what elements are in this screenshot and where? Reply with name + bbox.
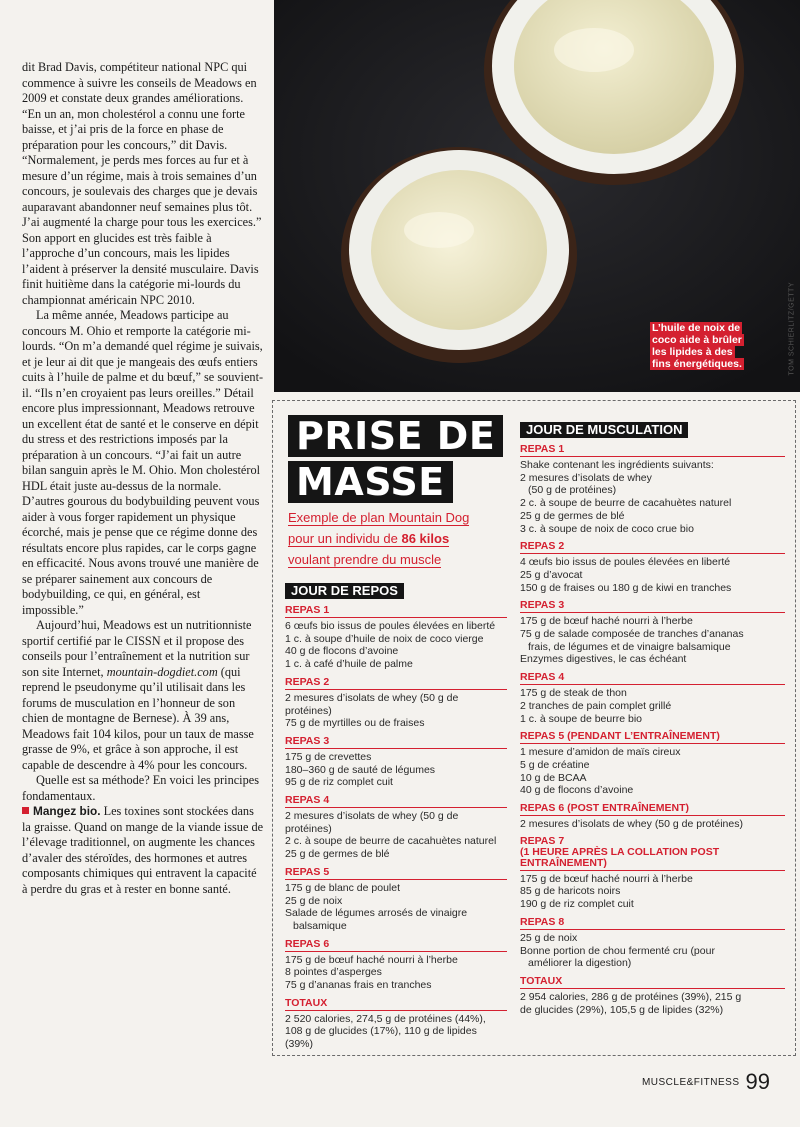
meal-title: TOTAUX <box>520 975 785 989</box>
principle-text: Les toxines sont stockées dans la graisse. Quand on mange de la viande issue de l’élevage traditionnel, on augmente les chances d’avaler des stéroïdes, des hormones et autres composants chimiques qui entravent la capacité à perdre du gras et à rester en bonne santé. <box>22 804 264 896</box>
plan-subtitle <box>288 507 488 570</box>
plan-title-line: MASSE <box>288 461 453 503</box>
meal-item: 25 g de germes de blé <box>520 509 625 522</box>
meal-item: 1 mesure d’amidon de maïs cireux <box>520 746 681 759</box>
article-text: (qui reprend le pseudonyme qu’il utilisait dans les forums de musculation en l’honneur de son chien de montagne de Bernese). À 39 ans, Meadows fait 104 kilos, pour un taux de masse grasse de 9%, et grâce à son approche, il est capable de descendre à 4% pour les concours. <box>22 664 254 772</box>
meal-item: 75 g de myrtilles ou de fraises <box>285 717 425 730</box>
meal-block <box>520 730 785 797</box>
meal-item: 8 pointes d’asperges <box>285 966 382 979</box>
meal-block <box>520 671 785 725</box>
meal-title: TOTAUX <box>285 997 507 1011</box>
meal-title-line: ENTRAÎNEMENT) <box>520 856 607 869</box>
meal-item: 25 g de noix <box>520 931 578 944</box>
magazine-name: MUSCLE&FITNESS <box>641 1077 740 1088</box>
meal-item: 2 954 calories, 286 g de protéines (39%), 215 g <box>520 990 742 1003</box>
meal-item: améliorer la digestion) <box>528 957 632 970</box>
meal-item: 2 tranches de pain complet grillé <box>520 699 672 712</box>
meal-item: 1 c. à soupe d’huile de noix de coco vierge <box>285 632 484 645</box>
photo-credit: TOM SCHIERLITZ/GETTY <box>788 282 795 376</box>
article-paragraph: dit Brad Davis, compétiteur national NPC qui commence à suivre les conseils de Meadows en 2009 et constate deux grandes améliorations. “En un an, mon cholestérol a connu une forte baisse, et j’ai pris de la force en phase de préparation pour les concours,” dit Davis. “Normalement, je perds mes forces au fur et à mesure d’un régime, mais à trois semaines d’un concours, je soulevais des charges que je devais auparavant abandonner neuf semaines plus tôt. J’ai augmenté la charge pour tous les exercices.” Son apport en glucides est très faible à l’approche d’un concours, mais les lipides l’aident à préserver la densité musculaire. Davis finit huitième dans la catégorie mi-lourds du championnat américain NPC 2010. <box>22 60 262 307</box>
subtitle-text: Exemple de plan Mountain Dog pour un individu de <box>288 510 470 546</box>
meal-item: 175 g de blanc de poulet <box>285 881 401 894</box>
meal-block <box>285 866 507 933</box>
meal-title: REPAS 3 <box>285 735 507 749</box>
page-footer <box>642 1069 770 1095</box>
meal-item: 4 œufs bio issus de poules élevées en liberté <box>520 556 731 569</box>
meal-item: Salade de légumes arrosés de vinaigre <box>285 907 468 920</box>
meal-item: 1 c. à soupe de beurre bio <box>520 712 643 725</box>
meal-item: Bonne portion de chou fermenté cru (pour <box>520 944 715 957</box>
article-text: Aujourd’hui, Meadows est un nutritionniste sportif certifié par le CISSN et il propose des conseils pour l’entraînement et la nutrition sur son site Internet, <box>22 618 252 679</box>
meal-item: balsamique <box>293 919 347 932</box>
meal-title: REPAS 4 <box>520 671 785 685</box>
meal-item: Shake contenant les ingrédients suivants: <box>520 459 714 471</box>
meal-item: 175 g de crevettes <box>285 750 372 763</box>
page-number: 99 <box>745 1069 770 1094</box>
meal-item: (39%) <box>285 1038 314 1051</box>
meal-item: 2 mesures d’isolats de whey (50 g de protéines) <box>520 818 743 831</box>
meal-item: 150 g de fraises ou 180 g de kiwi en tranches <box>520 581 732 594</box>
meal-title: REPAS 2 <box>520 540 785 554</box>
meal-title: REPAS 5 <box>285 866 507 880</box>
meal-item: 175 g de bœuf haché nourri à l’herbe <box>520 872 693 885</box>
subtitle-weight: 86 kilos <box>401 531 450 546</box>
meal-item: 40 g de flocons d’avoine <box>285 645 399 658</box>
meal-item: 2 c. à soupe de beurre de cacahuètes naturel <box>285 835 497 848</box>
article-column <box>22 60 264 897</box>
meal-block <box>520 540 785 594</box>
meal-item: 10 g de BCAA <box>520 771 587 784</box>
meal-block <box>520 599 785 666</box>
meal-item: 5 g de créatine <box>520 758 590 771</box>
meal-item: 25 g d’avocat <box>520 568 583 581</box>
meal-title: REPAS 3 <box>520 599 785 613</box>
meal-item: 75 g d’ananas frais en tranches <box>285 979 432 992</box>
red-square-bullet-icon <box>22 807 29 814</box>
meal-block <box>520 975 785 1016</box>
meal-title: REPAS 6 (POST ENTRAÎNEMENT) <box>520 802 785 816</box>
meal-item: 1 c. à café d’huile de palme <box>285 658 413 671</box>
subtitle-text: voulant prendre du muscle <box>288 552 442 567</box>
meal-item: 2 520 calories, 274,5 g de protéines (44%), <box>285 1012 486 1025</box>
meal-item: 175 g de bœuf haché nourri à l’herbe <box>520 615 693 628</box>
meal-item: 180–360 g de sauté de légumes <box>285 763 436 776</box>
meal-block <box>285 794 507 861</box>
website-reference: mountain-dogdiet.com <box>106 664 218 679</box>
meal-block <box>285 735 507 789</box>
photo-caption <box>650 322 750 370</box>
meal-item: 108 g de glucides (17%), 110 g de lipides <box>285 1025 477 1038</box>
principle-title: Mangez bio. <box>33 804 101 818</box>
meal-item: 75 g de salade composée de tranches d’ananas <box>520 628 744 641</box>
training-day-heading: JOUR DE MUSCULATION <box>520 422 688 438</box>
meal-title: REPAS 2 <box>285 676 507 690</box>
meal-title <box>520 836 785 871</box>
meal-item: frais, de légumes et de vinaigre balsamique <box>528 640 731 653</box>
meal-title: REPAS 1 <box>520 443 785 457</box>
photo-caption-text: L’huile de noix de coco aide à brûler les lipides à des fins énergétiques. <box>652 322 742 370</box>
meal-title-line: (1 HEURE APRÈS LA COLLATION POST <box>520 845 720 858</box>
meal-item: (50 g de protéines) <box>528 484 617 497</box>
meal-item: 2 mesures d’isolats de whey (50 g de protéines) <box>285 810 459 835</box>
meal-block <box>520 802 785 831</box>
meal-item: 2 mesures d’isolats de whey (50 g de protéines) <box>285 691 459 717</box>
meal-block <box>520 443 785 535</box>
meal-block <box>285 938 507 992</box>
meal-title-line: REPAS 7 <box>520 834 565 847</box>
meal-title: REPAS 1 <box>285 604 507 618</box>
meal-title: REPAS 5 (PENDANT L’ENTRAÎNEMENT) <box>520 730 785 744</box>
meal-block <box>285 676 507 730</box>
meal-item: 25 g de germes de blé <box>285 848 390 861</box>
meal-title: REPAS 6 <box>285 938 507 952</box>
article-paragraph <box>22 618 264 773</box>
meal-block <box>520 836 785 911</box>
training-day-column <box>520 422 785 1016</box>
meal-item: 175 g de steak de thon <box>520 687 627 700</box>
meal-block <box>520 916 785 970</box>
rest-day-column <box>285 583 507 1051</box>
meal-item: 3 c. à soupe de noix de coco crue bio <box>520 522 694 535</box>
rest-day-heading: JOUR DE REPOS <box>285 583 404 599</box>
meal-item: 2 c. à soupe de beurre de cacahuètes naturel <box>520 497 732 510</box>
meal-title: REPAS 4 <box>285 794 507 808</box>
meal-item: 6 œufs bio issus de poules élevées en liberté <box>285 620 496 632</box>
meal-item: 190 g de riz complet cuit <box>520 898 634 911</box>
meal-title: REPAS 8 <box>520 916 785 930</box>
meal-block <box>285 604 507 671</box>
article-paragraph: Quelle est sa méthode? En voici les principes fondamentaux. <box>22 773 259 803</box>
principle-item <box>22 804 264 897</box>
meal-item: 2 mesures d’isolats de whey <box>520 471 652 484</box>
article-paragraph: La même année, Meadows participe au concours M. Ohio et remporte la catégorie mi-lourds. “On m’a demandé quel régime je suivais, et je leur ai dit que je mangeais des œufs entiers cuits à l’huile de palme et du bœuf,” se souvient-il. “Ils n’en croyaient pas leurs oreilles.” Détail encore plus impressionnant, Meadows retrouve un excellent état de santé et le conserve en dépit du stress et des restrictions imposés par la préparation à un concours. “J’ai fait un autre bilan sanguin après le M. Ohio. Mon cholestérol HDL était juste au-dessus de la normale. D’autres gourous du bodybuilding peuvent vous aider à vous forger rapidement un physique écorché, mais je pense que ce régime donne des résultats encore plus rapides, car le corps gagne en efficacité. Nous avons trouvé une manière de se préparer sainement aux concours de bodybuilding, ce qui, en général, est impossible.” <box>22 308 264 617</box>
meal-item: 25 g de noix <box>285 894 343 907</box>
meal-item: 85 g de haricots noirs <box>520 885 621 898</box>
coconut-photo <box>274 0 800 392</box>
meal-item: 40 g de flocons d’avoine <box>520 784 634 797</box>
meal-item: 95 g de riz complet cuit <box>285 776 393 789</box>
meal-item: 175 g de bœuf haché nourri à l’herbe <box>285 953 458 966</box>
plan-title <box>288 415 528 507</box>
meal-item: Enzymes digestives, le cas échéant <box>520 653 687 666</box>
meal-block <box>285 997 507 1051</box>
meal-item: de glucides (29%), 105,5 g de lipides (32%) <box>520 1003 724 1016</box>
plan-title-line: PRISE DE <box>288 415 503 457</box>
